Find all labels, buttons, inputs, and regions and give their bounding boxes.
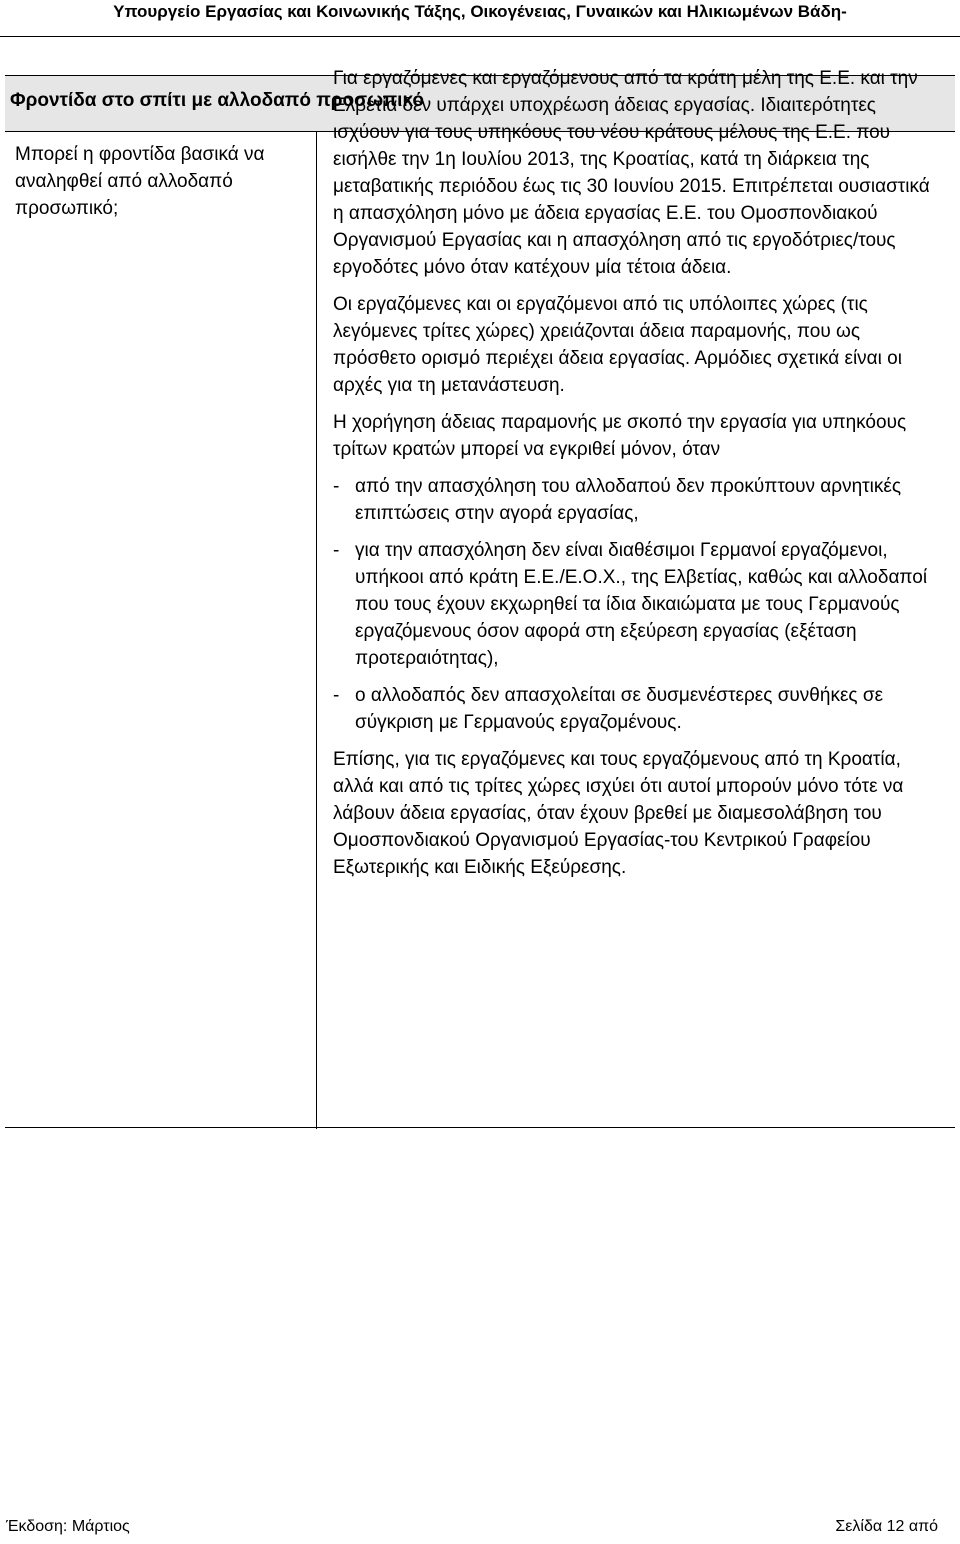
condition-text: από την απασχόληση του αλλοδαπού δεν προκύπτουν αρνητικές επιπτώσεις στην αγορά εργασίας, xyxy=(355,476,901,524)
dash-marker: - xyxy=(333,476,340,497)
conditions-list xyxy=(333,473,943,736)
dash-marker: - xyxy=(333,685,340,706)
section-title: Φροντίδα στο σπίτι με αλλοδαπό προσωπικό xyxy=(10,90,425,111)
answer-cell xyxy=(333,65,943,891)
condition-item xyxy=(333,537,943,672)
answer-paragraph: Η χορήγηση άδειας παραμονής με σκοπό την εργασία για υπηκόους τρίτων κρατών μπορεί να εγκριθεί μόνον, όταν xyxy=(333,412,907,460)
footer-edition: Έκδοση: Μάρτιος xyxy=(6,1518,130,1535)
column-divider xyxy=(316,132,317,1129)
closing-paragraph: Επίσης, για τις εργαζόμενες και τους εργαζόμενους από τη Κροατία, αλλά και από τις τρίτες χώρες ισχύει ότι αυτοί μπορούν μόνο τότε να λάβουν άδεια εργασίας, όταν έχουν βρεθεί με διαμεσολάβηση του Ομοσπονδιακού Οργανισμού Εργασίας-του Κεντρικού Γραφείου Εξωτερικής και Ειδικής Εξεύρεσης. xyxy=(333,749,904,878)
header-divider xyxy=(0,36,960,37)
condition-item xyxy=(333,473,943,527)
question-cell: Μπορεί η φροντίδα βασικά να αναληφθεί από αλλοδαπό προσωπικό; xyxy=(15,144,265,219)
answer-paragraph: Οι εργαζόμενες και οι εργαζόμενοι από τις υπόλοιπες χώρες (τις λεγόμενες τρίτες χώρες) χρειάζονται άδεια παραμονής, που ως πρόσθετο ορισμό περιέχει άδεια εργασίας. Αρμόδιες σχετικά είναι οι αρχές για τη μετανάστευση. xyxy=(333,294,902,396)
condition-text: ο αλλοδαπός δεν απασχολείται σε δυσμενέστερες συνθήκες σε σύγκριση με Γερμανούς εργαζομένους. xyxy=(355,685,884,733)
condition-item xyxy=(333,682,943,736)
answer-paragraph: Για εργαζόμενες και εργαζόμενους από τα κράτη μέλη της Ε.Ε. και την Ελβετία δεν υπάρχει υποχρέωση άδειας εργασίας. Ιδιαιτερότητες ισχύουν για τους υπηκόους του νέου κράτους μέλους της Ε.Ε. που εισήλθε την 1η Ιουλίου 2013, της Κροατίας, κατά τη διάρκεια της μεταβατικής περιόδου έως τις 30 Ιουνίου 2015. Επιτρέπεται ουσιαστικά η απασχόληση μόνο με άδεια εργασίας Ε.Ε. του Ομοσπονδιακού Οργανισμού Εργασίας και η απασχόληση από τις εργοδότριες/τους εργοδότες μόνο όταν κατέχουν μία τέτοια άδεια. xyxy=(333,68,930,278)
header-title: Υπουργείο Εργασίας και Κοινωνικής Τάξης, Οικογένειας, Γυναικών και Ηλικιωμένων Βάδη- xyxy=(113,2,847,21)
condition-text: για την απασχόληση δεν είναι διαθέσιμοι Γερμανοί εργαζόμενοι, υπήκοοι από κράτη Ε.Ε./Ε.Ο.Χ., της Ελβετίας, καθώς και αλλοδαποί που τους έχουν εκχωρηθεί τα ίδια δικαιώματα με τους Γερμανούς εργαζόμενους όσον αφορά στη εξεύρεση εργασίας (εξέταση προτεραιότητας), xyxy=(355,540,928,669)
dash-marker: - xyxy=(333,540,340,561)
footer-page-number: Σελίδα 12 από xyxy=(835,1518,938,1535)
